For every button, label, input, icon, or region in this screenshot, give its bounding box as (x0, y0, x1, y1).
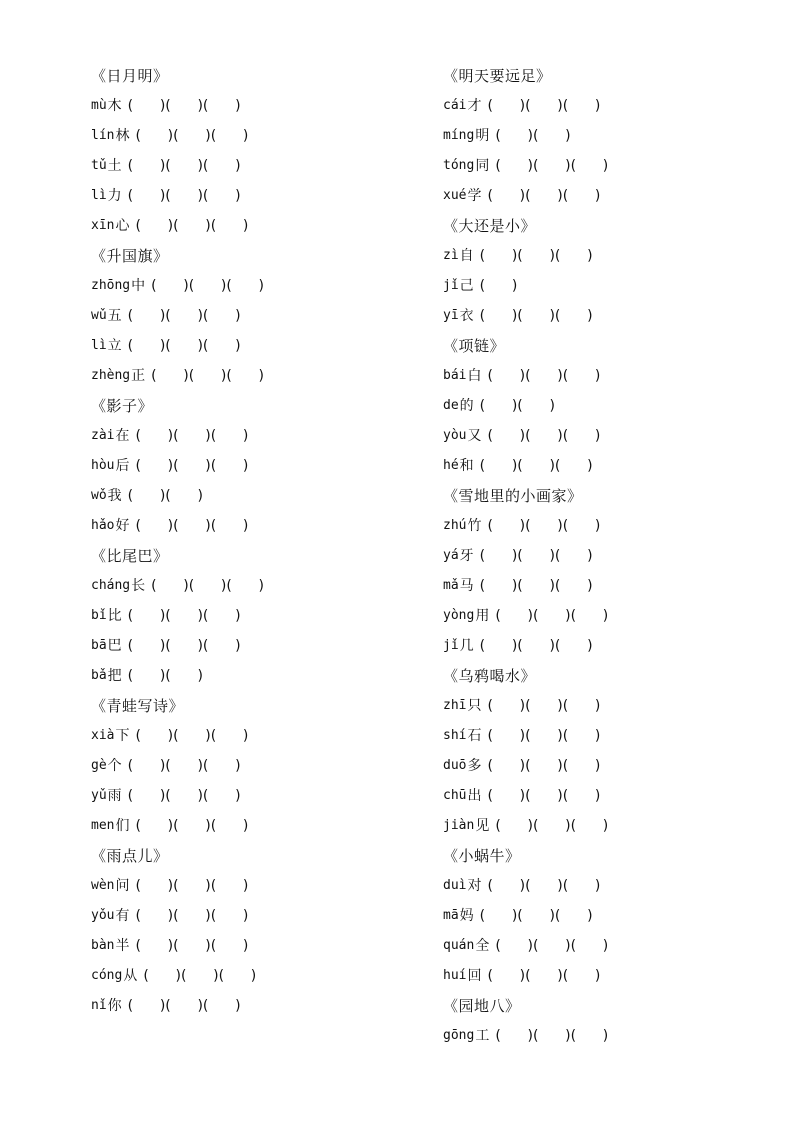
word-blanks: ( )( )( ) (487, 98, 601, 114)
character-entry (443, 901, 773, 931)
hanzi-character: 见 (475, 818, 490, 834)
word-blanks: ( )( ) (127, 668, 203, 684)
hanzi-character: 同 (475, 158, 490, 174)
character-entry (443, 1021, 773, 1051)
character-entry (91, 151, 421, 181)
character-entry (443, 241, 773, 271)
character-entry (443, 691, 773, 721)
hanzi-character: 在 (115, 428, 130, 444)
pinyin-label: gè (91, 758, 107, 773)
character-entry (91, 451, 421, 481)
hanzi-character: 才 (467, 98, 482, 114)
hanzi-character: 学 (467, 188, 482, 204)
character-entry (91, 571, 421, 601)
hanzi-character: 的 (459, 398, 474, 414)
character-entry (443, 601, 773, 631)
word-blanks: ( )( )( ) (127, 758, 241, 774)
hanzi-character: 对 (467, 878, 482, 894)
hanzi-character: 中 (131, 278, 146, 294)
character-entry (91, 481, 421, 511)
character-entry (91, 961, 421, 991)
pinyin-label: jǐ (443, 278, 459, 293)
pinyin-label: tóng (443, 158, 475, 173)
hanzi-character: 又 (467, 428, 482, 444)
word-blanks: ( )( ) (495, 128, 571, 144)
hanzi-character: 后 (115, 458, 130, 474)
pinyin-label: bàn (91, 938, 115, 953)
pinyin-label: de (443, 398, 459, 413)
hanzi-character: 们 (115, 818, 130, 834)
word-blanks: ( )( )( ) (135, 938, 249, 954)
word-blanks: ( )( )( ) (135, 908, 249, 924)
pinyin-label: yǒu (91, 908, 115, 923)
pinyin-label: zhōng (91, 278, 131, 293)
pinyin-label: bā (91, 638, 107, 653)
pinyin-label: yòu (443, 428, 467, 443)
word-blanks: ( )( )( ) (151, 368, 265, 384)
pinyin-label: bái (443, 368, 467, 383)
pinyin-label: men (91, 818, 115, 833)
pinyin-label: zhèng (91, 368, 131, 383)
pinyin-label: xīn (91, 218, 115, 233)
character-entry (91, 811, 421, 841)
character-entry (443, 781, 773, 811)
hanzi-character: 明 (475, 128, 490, 144)
word-blanks: ( )( )( ) (127, 338, 241, 354)
hanzi-character: 全 (475, 938, 490, 954)
pinyin-label: hǎo (91, 518, 115, 533)
lesson-title: 《比尾巴》 (91, 547, 169, 565)
pinyin-label: duō (443, 758, 467, 773)
character-entry (443, 451, 773, 481)
hanzi-character: 林 (115, 128, 130, 144)
character-entry (91, 781, 421, 811)
lesson-title: 《雨点儿》 (91, 847, 169, 865)
word-blanks: ( )( )( ) (487, 518, 601, 534)
hanzi-character: 土 (107, 158, 122, 174)
pinyin-label: yá (443, 548, 459, 563)
hanzi-character: 好 (115, 518, 130, 534)
word-blanks: ( )( ) (479, 398, 555, 414)
hanzi-character: 只 (467, 698, 482, 714)
character-entry (91, 331, 421, 361)
pinyin-label: jǐ (443, 638, 459, 653)
character-entry (91, 601, 421, 631)
pinyin-label: duì (443, 878, 467, 893)
hanzi-character: 半 (115, 938, 130, 954)
word-blanks: ( ) (479, 278, 518, 294)
character-entry (443, 421, 773, 451)
pinyin-label: bǐ (91, 608, 107, 623)
pinyin-label: wèn (91, 878, 115, 893)
word-blanks: ( )( )( ) (495, 608, 609, 624)
character-entry (91, 271, 421, 301)
pinyin-label: nǐ (91, 998, 107, 1013)
word-blanks: ( )( )( ) (127, 308, 241, 324)
pinyin-label: quán (443, 938, 475, 953)
hanzi-character: 出 (467, 788, 482, 804)
word-blanks: ( )( )( ) (143, 968, 257, 984)
character-entry (443, 391, 773, 421)
hanzi-character: 工 (475, 1028, 490, 1044)
pinyin-label: zài (91, 428, 115, 443)
pinyin-label: míng (443, 128, 475, 143)
character-entry (91, 361, 421, 391)
word-blanks: ( )( )( ) (479, 908, 593, 924)
character-entry (91, 91, 421, 121)
pinyin-label: yǔ (91, 788, 107, 803)
pinyin-label: xué (443, 188, 467, 203)
character-entry (443, 271, 773, 301)
character-entry (443, 181, 773, 211)
character-entry (443, 961, 773, 991)
hanzi-character: 和 (459, 458, 474, 474)
word-blanks: ( )( )( ) (127, 98, 241, 114)
word-blanks: ( )( )( ) (135, 428, 249, 444)
word-blanks: ( )( )( ) (479, 308, 593, 324)
pinyin-label: cóng (91, 968, 123, 983)
hanzi-character: 有 (115, 908, 130, 924)
character-entry (91, 421, 421, 451)
hanzi-character: 用 (475, 608, 490, 624)
hanzi-character: 巴 (107, 638, 122, 654)
word-blanks: ( )( )( ) (487, 368, 601, 384)
pinyin-label: huí (443, 968, 467, 983)
lesson-title: 《影子》 (91, 397, 154, 415)
pinyin-label: lì (91, 188, 107, 203)
hanzi-character: 立 (107, 338, 122, 354)
hanzi-character: 心 (115, 218, 130, 234)
hanzi-character: 木 (107, 98, 122, 114)
hanzi-character: 马 (459, 578, 474, 594)
word-blanks: ( )( )( ) (487, 188, 601, 204)
word-blanks: ( )( )( ) (487, 788, 601, 804)
hanzi-character: 白 (467, 368, 482, 384)
hanzi-character: 回 (467, 968, 482, 984)
hanzi-character: 自 (459, 248, 474, 264)
character-entry (91, 511, 421, 541)
lesson-title: 《雪地里的小画家》 (443, 487, 583, 505)
word-blanks: ( )( )( ) (135, 818, 249, 834)
hanzi-character: 几 (459, 638, 474, 654)
character-entry (443, 541, 773, 571)
word-blanks: ( )( )( ) (495, 818, 609, 834)
word-blanks: ( )( )( ) (127, 158, 241, 174)
word-blanks: ( )( )( ) (151, 278, 265, 294)
word-blanks: ( )( ) (127, 488, 203, 504)
hanzi-character: 牙 (459, 548, 474, 564)
hanzi-character: 多 (467, 758, 482, 774)
pinyin-label: yòng (443, 608, 475, 623)
word-blanks: ( )( )( ) (151, 578, 265, 594)
hanzi-character: 力 (107, 188, 122, 204)
hanzi-character: 你 (107, 998, 122, 1014)
pinyin-label: jiàn (443, 818, 475, 833)
pinyin-label: gōng (443, 1028, 475, 1043)
word-blanks: ( )( )( ) (135, 728, 249, 744)
hanzi-character: 竹 (467, 518, 482, 534)
hanzi-character: 把 (107, 668, 122, 684)
character-entry (443, 511, 773, 541)
lesson-title: 《大还是小》 (443, 217, 537, 235)
word-blanks: ( )( )( ) (479, 248, 593, 264)
lesson-title: 《园地八》 (443, 997, 521, 1015)
hanzi-character: 正 (131, 368, 146, 384)
right-column (443, 61, 773, 1051)
character-entry (91, 301, 421, 331)
word-blanks: ( )( )( ) (487, 968, 601, 984)
hanzi-character: 我 (107, 488, 122, 504)
pinyin-label: bǎ (91, 668, 107, 683)
pinyin-label: wǒ (91, 488, 107, 503)
pinyin-label: mā (443, 908, 459, 923)
hanzi-character: 石 (467, 728, 482, 744)
hanzi-character: 雨 (107, 788, 122, 804)
character-entry (91, 871, 421, 901)
word-blanks: ( )( )( ) (479, 578, 593, 594)
hanzi-character: 个 (107, 758, 122, 774)
hanzi-character: 比 (107, 608, 122, 624)
pinyin-label: lì (91, 338, 107, 353)
word-blanks: ( )( )( ) (135, 218, 249, 234)
pinyin-label: lín (91, 128, 115, 143)
hanzi-character: 衣 (459, 308, 474, 324)
word-blanks: ( )( )( ) (487, 728, 601, 744)
word-blanks: ( )( )( ) (487, 698, 601, 714)
pinyin-label: cháng (91, 578, 131, 593)
character-entry (443, 151, 773, 181)
character-entry (443, 91, 773, 121)
word-blanks: ( )( )( ) (495, 938, 609, 954)
character-entry (443, 571, 773, 601)
word-blanks: ( )( )( ) (127, 998, 241, 1014)
character-entry (443, 361, 773, 391)
character-entry (91, 751, 421, 781)
character-entry (91, 121, 421, 151)
lesson-title: 《小蜗牛》 (443, 847, 521, 865)
hanzi-character: 下 (115, 728, 130, 744)
character-entry (91, 631, 421, 661)
lesson-title: 《升国旗》 (91, 247, 169, 265)
pinyin-label: zhī (443, 698, 467, 713)
hanzi-character: 从 (123, 968, 138, 984)
character-entry (91, 721, 421, 751)
lesson-title: 《乌鸦喝水》 (443, 667, 537, 685)
word-blanks: ( )( )( ) (127, 188, 241, 204)
word-blanks: ( )( )( ) (127, 638, 241, 654)
hanzi-character: 妈 (459, 908, 474, 924)
pinyin-label: zì (443, 248, 459, 263)
pinyin-label: yī (443, 308, 459, 323)
word-blanks: ( )( )( ) (135, 458, 249, 474)
lesson-title: 《明天要远足》 (443, 67, 552, 85)
character-entry (443, 121, 773, 151)
character-entry (443, 811, 773, 841)
character-entry (443, 931, 773, 961)
lesson-title: 《青蛙写诗》 (91, 697, 185, 715)
character-entry (91, 901, 421, 931)
character-entry (91, 931, 421, 961)
word-blanks: ( )( )( ) (135, 128, 249, 144)
hanzi-character: 五 (107, 308, 122, 324)
lesson-title: 《项链》 (443, 337, 506, 355)
pinyin-label: tǔ (91, 158, 107, 173)
hanzi-character: 问 (115, 878, 130, 894)
word-blanks: ( )( )( ) (127, 608, 241, 624)
pinyin-label: xià (91, 728, 115, 743)
pinyin-label: wǔ (91, 308, 107, 323)
word-blanks: ( )( )( ) (487, 758, 601, 774)
character-entry (443, 871, 773, 901)
character-entry (443, 631, 773, 661)
pinyin-label: mǎ (443, 578, 459, 593)
pinyin-label: mù (91, 98, 107, 113)
hanzi-character: 长 (131, 578, 146, 594)
left-column (91, 61, 421, 1021)
hanzi-character: 己 (459, 278, 474, 294)
word-blanks: ( )( )( ) (487, 428, 601, 444)
pinyin-label: shí (443, 728, 467, 743)
word-blanks: ( )( )( ) (495, 158, 609, 174)
word-blanks: ( )( )( ) (479, 638, 593, 654)
character-entry (443, 721, 773, 751)
pinyin-label: chū (443, 788, 467, 803)
character-entry (91, 181, 421, 211)
word-blanks: ( )( )( ) (479, 458, 593, 474)
word-blanks: ( )( )( ) (127, 788, 241, 804)
lesson-title: 《日月明》 (91, 67, 169, 85)
word-blanks: ( )( )( ) (479, 548, 593, 564)
word-blanks: ( )( )( ) (135, 878, 249, 894)
character-entry (443, 751, 773, 781)
pinyin-label: hòu (91, 458, 115, 473)
word-blanks: ( )( )( ) (135, 518, 249, 534)
word-blanks: ( )( )( ) (495, 1028, 609, 1044)
pinyin-label: hé (443, 458, 459, 473)
character-entry (91, 991, 421, 1021)
pinyin-label: zhú (443, 518, 467, 533)
character-entry (91, 211, 421, 241)
pinyin-label: cái (443, 98, 467, 113)
character-entry (443, 301, 773, 331)
character-entry (91, 661, 421, 691)
word-blanks: ( )( )( ) (487, 878, 601, 894)
